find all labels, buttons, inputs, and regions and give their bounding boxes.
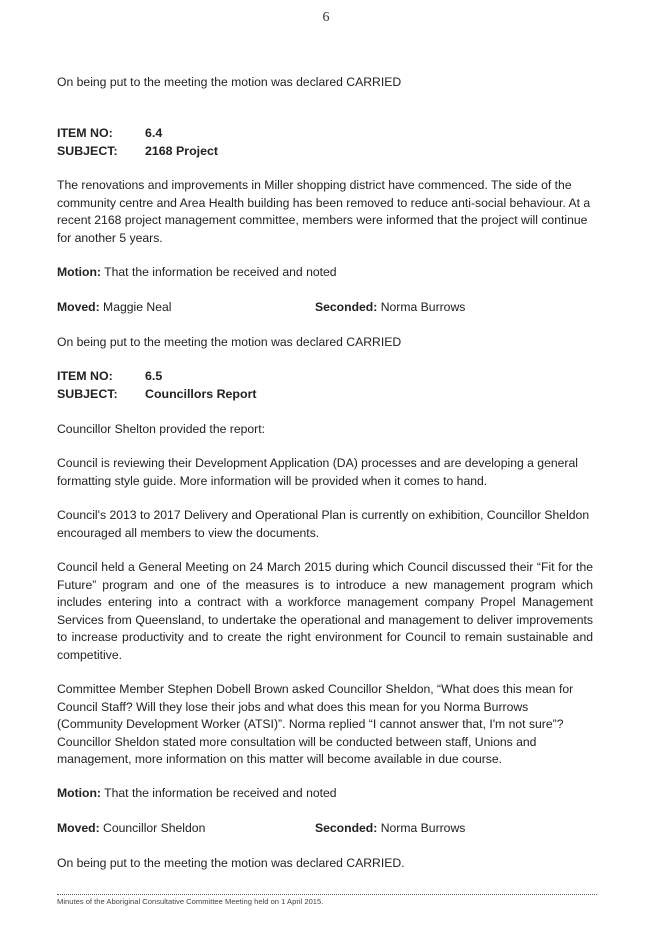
item-6-5-moved — [57, 820, 205, 837]
item-number: 6.4 — [145, 126, 163, 140]
seconded-label: Seconded: — [315, 300, 378, 314]
moved-by: Councillor Sheldon — [103, 821, 206, 835]
item-6-5-paragraph-4: Committee Member Stephen Dobell Brown asked Councillor Sheldon, “What does this mean for Council Staff? Will they lose their jobs and what does this mean for you Norma Burrows (Community Development Worker (ATSI)”. Norma replied “I cannot answer that, I'm not sure”? Councillor Sheldon stated more consultation will be conducted between staff, Unions and management, more information on this matter will become available in due course. — [57, 682, 574, 766]
item-6-5-number-row — [57, 368, 162, 385]
motion-label: Motion: — [57, 265, 101, 279]
item-6-5-intro: Councillor Shelton provided the report: — [57, 422, 265, 436]
seconded-by: Norma Burrows — [380, 300, 466, 314]
motion-text: That the information be received and noted — [104, 265, 337, 279]
motion-label: Motion: — [57, 786, 101, 800]
footer-divider — [57, 894, 597, 895]
item-6-5-paragraph-3: Council held a General Meeting on 24 March 2015 during which Council discussed their “Fit for the Future” program and one of the measures is to introduce a new management program which includes entering into a contract with a workforce management company Propel Management Services from Queensland, to undertake the operational and management to deliver improvements to increase productivity and to create the right environment for Council to remain sustainable and competitive. — [57, 560, 593, 662]
seconded-label: Seconded: — [315, 821, 378, 835]
item-6-4-motion — [57, 264, 337, 281]
page-number: 6 — [322, 10, 330, 25]
subject-label: SUBJECT: — [57, 387, 118, 401]
item-6-5-motion — [57, 785, 337, 802]
item-6-4-moved — [57, 299, 171, 316]
item-no-label: ITEM NO: — [57, 369, 113, 383]
item-subject: 2168 Project — [145, 144, 219, 158]
motion-text: That the information be received and noted — [104, 786, 337, 800]
item-6-4-number-row — [57, 125, 162, 142]
moved-label: Moved: — [57, 821, 100, 835]
item-6-5-subject-row — [57, 386, 257, 403]
item-6-4-seconded — [315, 299, 465, 316]
item-6-5-paragraph-2: Council's 2013 to 2017 Delivery and Operational Plan is currently on exhibition, Councillor Sheldon encouraged all members to view the documents. — [57, 508, 590, 540]
item-number: 6.5 — [145, 369, 163, 383]
item-6-5-paragraph-1: Council is reviewing their Development Application (DA) processes and are developing a general formatting style guide. More information will be provided when it comes to hand. — [57, 456, 578, 488]
moved-by: Maggie Neal — [103, 300, 172, 314]
moved-label: Moved: — [57, 300, 100, 314]
item-6-5-seconded — [315, 820, 465, 837]
footer-text: Minutes of the Aboriginal Consultative Committee Meeting held on 1 April 2015. — [57, 897, 324, 906]
seconded-by: Norma Burrows — [380, 821, 466, 835]
item-6-4-subject-row — [57, 143, 218, 160]
item-6-5-carried: On being put to the meeting the motion was declared CARRIED. — [57, 856, 405, 870]
carried-statement: On being put to the meeting the motion was declared CARRIED — [57, 75, 402, 89]
subject-label: SUBJECT: — [57, 144, 118, 158]
item-subject: Councillors Report — [145, 387, 257, 401]
item-no-label: ITEM NO: — [57, 126, 113, 140]
item-6-4-carried: On being put to the meeting the motion was declared CARRIED — [57, 335, 402, 349]
item-6-4-paragraph: The renovations and improvements in Miller shopping district have commenced. The side of the community centre and Area Health building has been removed to reduce anti-social behaviour. At a recent 2168 project management committee, members were informed that the project will continue for another 5 years. — [57, 178, 591, 245]
